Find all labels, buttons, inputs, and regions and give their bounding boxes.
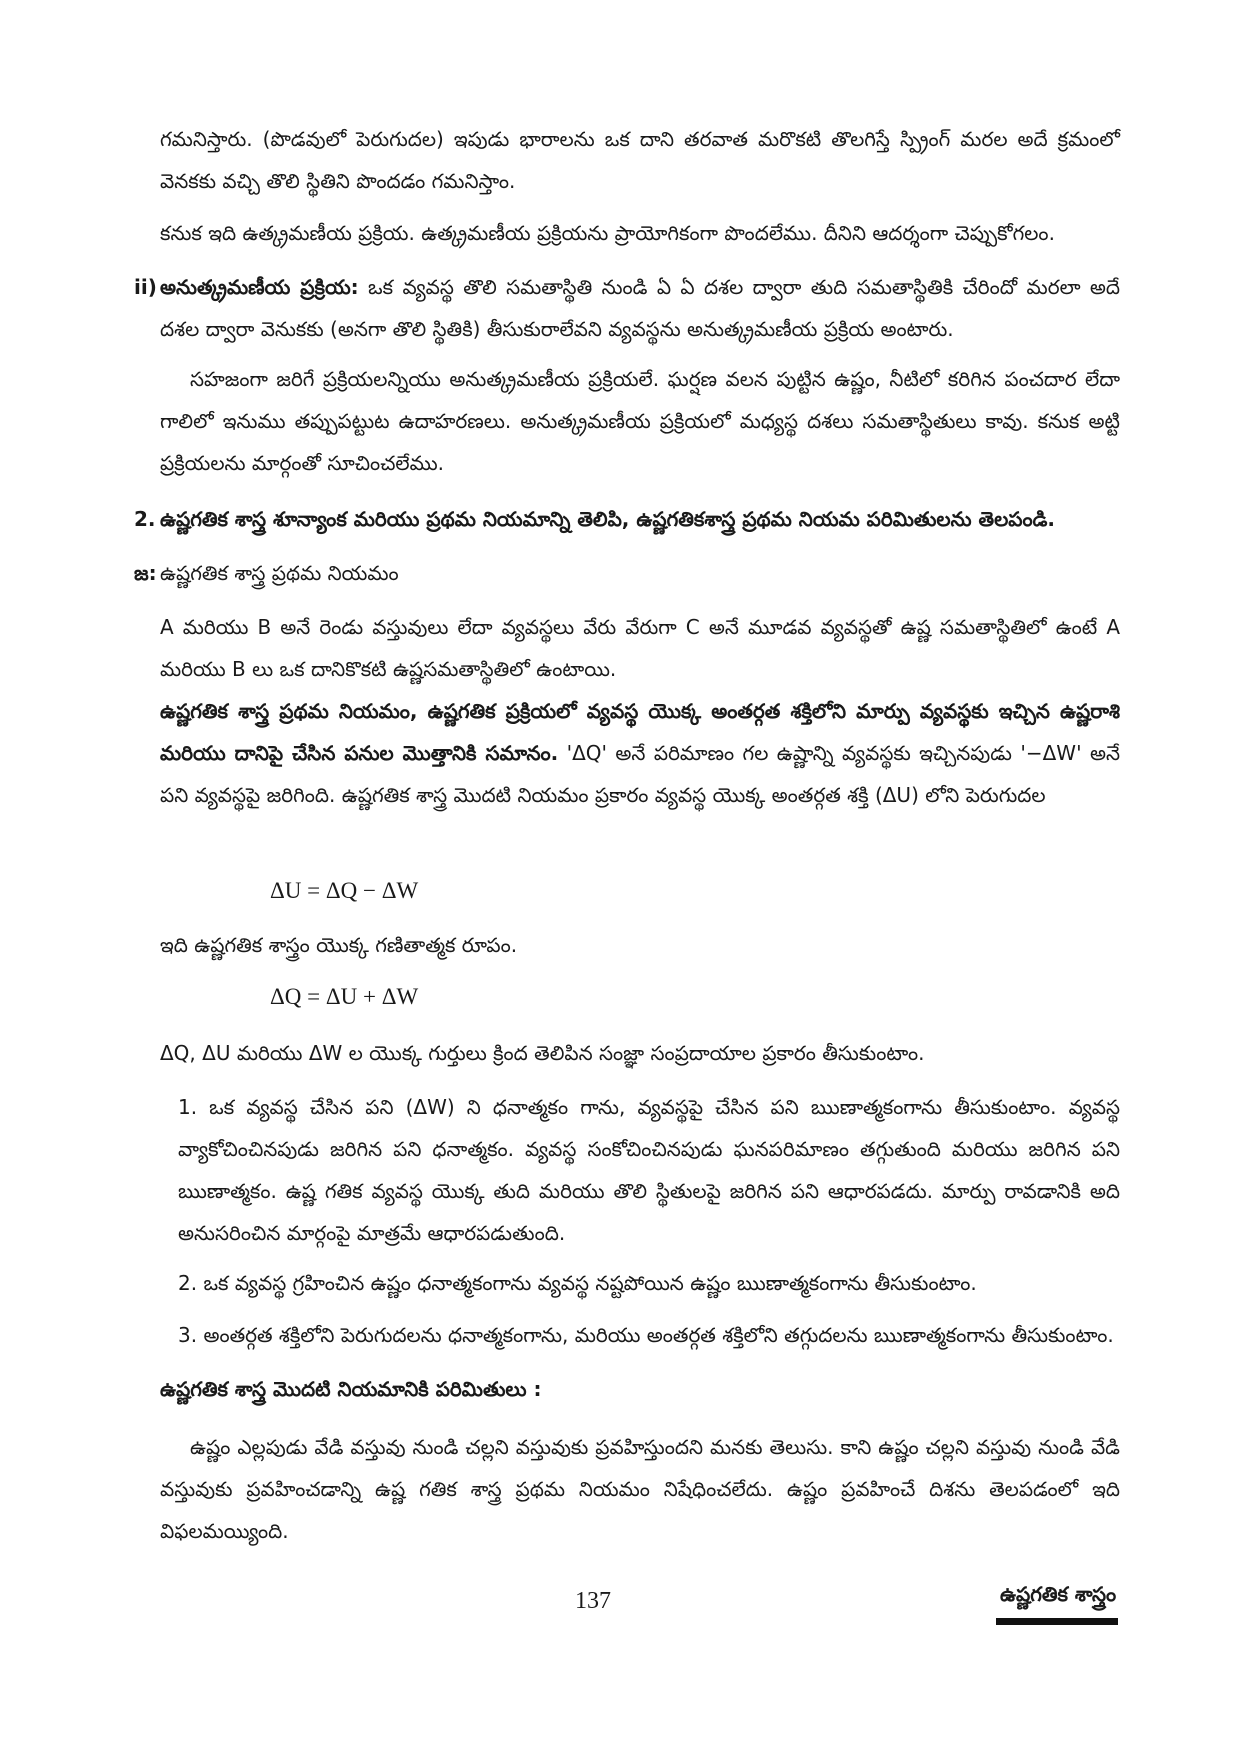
paragraph-sign-convention: ΔQ, ΔU మరియు ΔW ల యొక్క గుర్తులు క్రింద తెలిపిన సంజ్ఞా సంప్రదాయాల ప్రకారం తీసుకుంటాం. <box>160 1041 925 1065</box>
paragraph-math-form: ఇది ఉష్ణగతిక శాస్త్రం యొక్క గణితాత్మక రూపం. <box>160 933 518 957</box>
irreversible-text: ఒక వ్యవస్థ తొలి సమతాస్థితి నుండి ఏ ఏ దశల ద్వారా తుది సమతాస్థితికి చేరిందో మరలా అదే దశల ద్వారా వెనుకకు (అనగా తొలి స్థితికి) తీసుకురాలేవని వ్యవస్థను అనుత్క్రమణీయ ప్రక్రియ అంటారు. <box>160 275 1120 341</box>
paragraph-reversible: కనుక ఇది ఉత్క్రమణీయ ప్రక్రియ. ఉత్క్రమణీయ ప్రక్రియను ప్రాయోగికంగా పొందలేము. దీనిని ఆదర్శంగా చెప్పుకోగలం. <box>160 221 1055 245</box>
irreversible-definition <box>160 266 1120 350</box>
answer-heading: ఉష్ణగతిక శాస్త్ర ప్రథమ నియమం <box>160 561 399 585</box>
irreversible-heading: అనుత్క్రమణీయ ప్రక్రియ: <box>160 275 359 299</box>
paragraph-natural-processes: సహజంగా జరిగే ప్రక్రియలన్నియు అనుత్క్రమణీయ ప్రక్రియలే. ఘర్షణ వలన పుట్టిన ఉష్ణం, నీటిలో కరిగిన పంచదార లేదా గాలిలో ఇనుము తప్పుపట్టుట ఉదాహరణలు. అనుత్క్రమణీయ ప్రక్రియలో మధ్యస్థ దశలు సమతాస్థితులు కావు. కనుక అట్టి ప్రక్రియలను మార్గంతో సూచించలేము. <box>160 367 1120 475</box>
question-text: ఉష్ణగతిక శాస్త్ర శూన్యాంక మరియు ప్రథమ నియమాన్ని తెలిపి, ఉష్ణగతికశాస్త్ర ప్రథమ నియమ పరిమితులను తెలపండి. <box>160 507 1056 531</box>
rule-item-2: 2. ఒక వ్యవస్థ గ్రహించిన ఉష్ణం ధనాత్మకంగాను వ్యవస్థ నష్టపోయిన ఉష్ణం ఋణాత్మకంగాను తీసుకుంటాం. <box>178 1271 977 1295</box>
rule-item-3: 3. అంతర్గత శక్తిలోని పెరుగుదలను ధనాత్మకంగాను, మరియు అంతర్గత శక్తిలోని తగ్గుదలను ఋణాత్మకంగాను తీసుకుంటాం. <box>178 1323 1114 1347</box>
formula-delta-u: ΔU = ΔQ − ΔW <box>270 878 419 903</box>
question-number: 2. <box>134 507 156 531</box>
paragraph-first-law <box>160 690 1120 816</box>
formula-delta-q: ΔQ = ΔU + ΔW <box>270 984 419 1009</box>
paragraph-zeroth-law: A మరియు B అనే రెండు వస్తువులు లేదా వ్యవస్థలు వేరు వేరుగా C అనే మూడవ వ్యవస్థతో ఉష్ణ సమతాస్థితిలో ఉంటే A మరియు B లు ఒక దానికొకటి ఉష్ణసమతాస్థితిలో ఉంటాయి. <box>160 615 1120 681</box>
paragraph-continuation: గమనిస్తారు. (పొడవులో పెరుగుదల) ఇపుడు భారాలను ఒక దాని తరవాత మరొకటి తొలగిస్తే స్ప్రింగ్ మరల అదే క్రమంలో వెనకకు వచ్చి తొలి స్థితిని పొందడం గమనిస్తాం. <box>160 127 1120 193</box>
paragraph-limits: ఉష్ణం ఎల్లపుడు వేడి వస్తువు నుండి చల్లని వస్తువుకు ప్రవహిస్తుందని మనకు తెలుసు. కాని ఉష్ణం చల్లని వస్తువు నుండి వేడి వస్తువుకు ప్రవహించడాన్ని ఉష్ణ గతిక శాస్త్ర ప్రథమ నియమం నిషేధించలేదు. ఉష్ణం ప్రవహించే దిశను తెలపడంలో ఇది విఫలమయ్యింది. <box>160 1435 1120 1543</box>
irreversible-label: ii) <box>134 275 157 299</box>
first-law-statement: ఉష్ణగతిక శాస్త్ర ప్రథమ నియమం, ఉష్ణగతిక ప్రక్రియలో వ్యవస్థ యొక్క అంతర్గత శక్తిలోని మార్పు వ్యవస్థకు ఇచ్చిన ఉష్ణరాశి మరియు దానిపై చేసిన పనుల మొత్తానికి సమానం. <box>160 699 1120 765</box>
limits-heading: ఉష్ణగతిక శాస్త్ర మొదటి నియమానికి పరిమితులు : <box>160 1377 542 1401</box>
page-number: 137 <box>575 1588 611 1614</box>
first-law-explanation: 'ΔQ' అనే పరిమాణం గల ఉష్ణాన్ని వ్యవస్థకు ఇచ్చినపుడు '−ΔW' అనే పని వ్యవస్థపై జరిగింది. ఉష్ణగతిక శాస్త్ర మొదటి నియమం ప్రకారం వ్యవస్థ యొక్క అంతర్గత శక్తి (ΔU) లోని పెరుగుదల <box>160 741 1120 807</box>
answer-label: జ: <box>134 561 157 585</box>
rule-item-1: 1. ఒక వ్యవస్థ చేసిన పని (ΔW) ని ధనాత్మకం గాను, వ్యవస్థపై చేసిన పని ఋణాత్మకంగాను తీసుకుంటాం. వ్యవస్థ వ్యాకోచించినపుడు జరిగిన పని ధనాత్మకం. వ్యవస్థ సంకోచించినపుడు ఘనపరిమాణం తగ్గుతుంది మరియు జరిగిన పని ఋణాత్మకం. ఉష్ణ గతిక వ్యవస్థ యొక్క తుది మరియు తొలి స్థితులపై జరిగిన పని ఆధారపడదు. మార్పు రావడానికి అది అనుసరించిన మార్గంపై మాత్రమే ఆధారపడుతుంది. <box>178 1095 1120 1245</box>
footer-underline-bar <box>996 1618 1118 1625</box>
footer-chapter-title: ఉష్ణగతిక శాస్త్రం <box>1000 1582 1117 1606</box>
